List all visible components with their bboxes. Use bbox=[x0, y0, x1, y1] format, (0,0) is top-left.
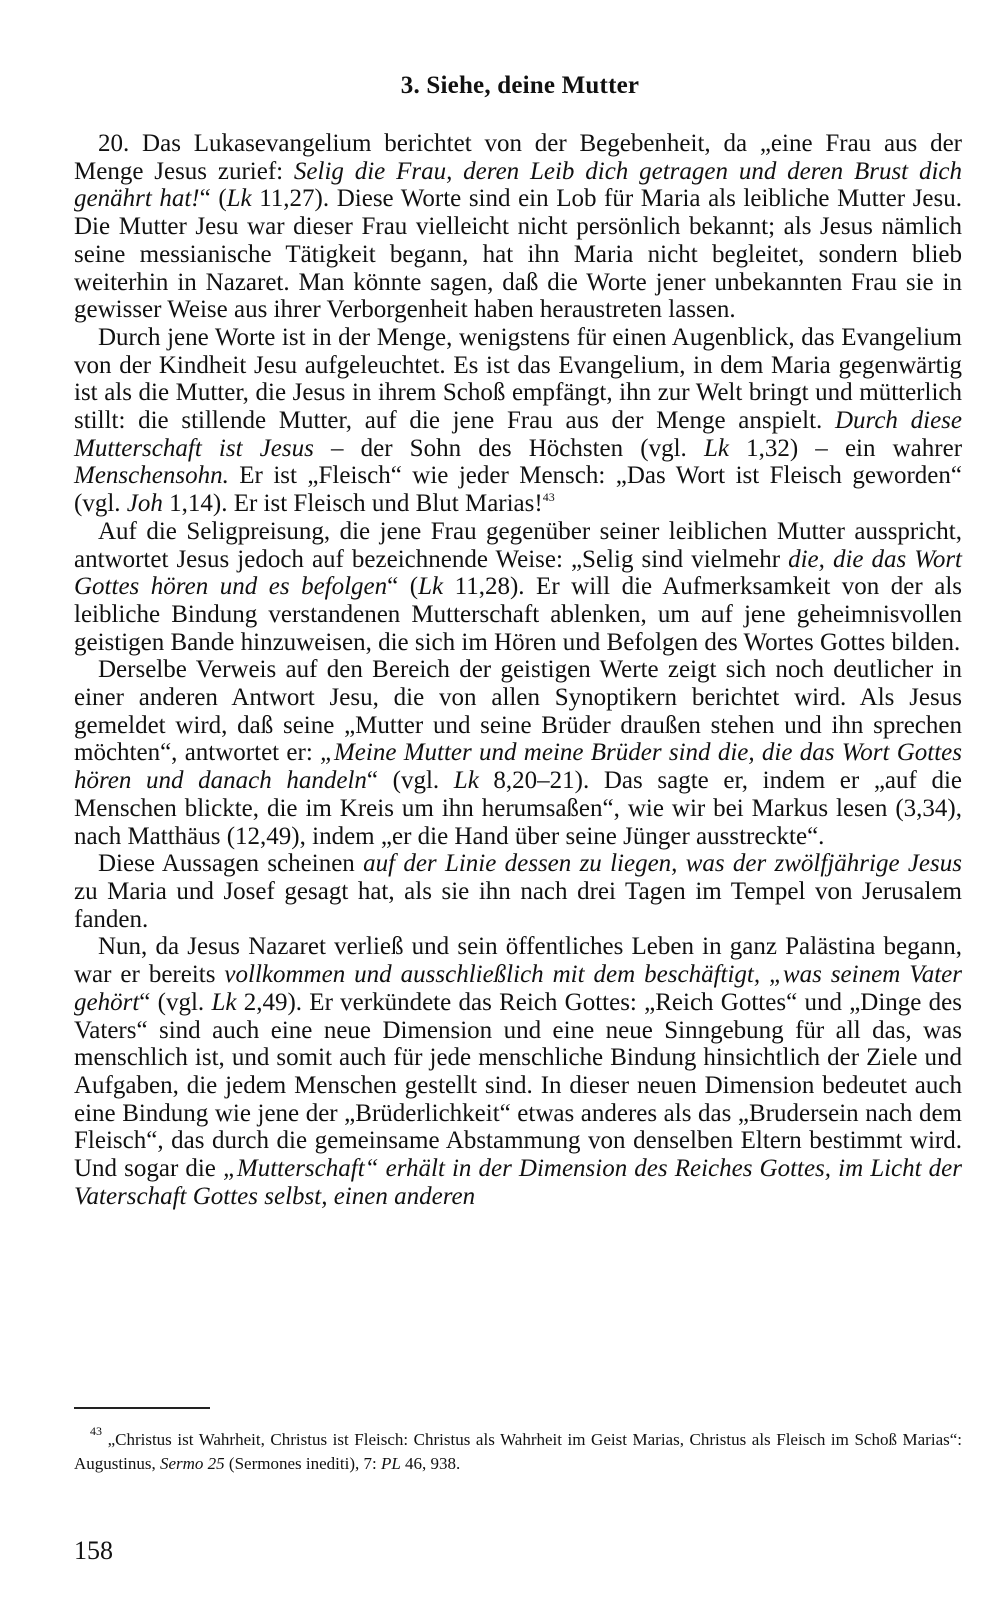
italic-text: Lk bbox=[453, 767, 479, 795]
text-run: Er ist „Fleisch“ wie jeder Mensch: „Das Wort ist Fleisch geworden“ (vgl. bbox=[74, 462, 962, 518]
text-run: 2,49). Er verkündete das Reich Gottes: „Reich Gottes“ und „Dinge des Vaters“ sind auch eine neue Dimension und eine neue Sinngebung für all das, was menschlich ist, und somit auch für jede menschliche Bindung hinsichtlich der Ziele und Aufgaben, die jedem Menschen gestellt sind. In dieser neuen Dimension bedeutet auch eine Bindung wie jene der „Brüderlichkeit“ etwas anderes als das „Brudersein nach dem Fleisch“, das durch die gemeinsame Abstammung von denselben Eltern bestimmt wird. Und sogar die bbox=[74, 988, 962, 1183]
text-run: 1,14). Er ist Fleisch und Blut Marias! bbox=[162, 490, 543, 518]
italic-text: Lk bbox=[418, 573, 444, 601]
italic-text: „Mutterschaft“ erhält in der Dimension des Reiches Gottes, im Licht der Vaterschaft Gottes selbst, einen anderen bbox=[74, 1155, 962, 1210]
paragraph bbox=[74, 518, 962, 657]
text-run: Nun, da Jesus Nazaret verließ und sein öffentliches Leben in ganz Palästina begann, war er bereits bbox=[74, 933, 962, 989]
paragraph bbox=[74, 850, 962, 933]
text-run: Diese Aussagen scheinen bbox=[98, 850, 364, 878]
paragraph bbox=[74, 656, 962, 850]
italic-text: Joh bbox=[126, 490, 163, 518]
text-run: 46, 938. bbox=[400, 1454, 461, 1473]
italic-text: die, die das Wort Gottes hören und es befolgen bbox=[74, 545, 962, 601]
text-run: (Sermones inediti), 7: bbox=[224, 1454, 381, 1473]
text-run: Auf die Seligpreisung, die jene Frau gegenüber seiner leiblichen Mutter ausspricht, antwortet Jesus jedoch auf bezeichnende Weise: „Selig sind vielmehr bbox=[74, 517, 962, 573]
italic-text: Durch diese Mutterschaft ist Jesus bbox=[74, 407, 962, 462]
paragraph bbox=[74, 130, 962, 324]
italic-text: Lk bbox=[211, 988, 237, 1016]
text-run: 11,27). Diese Worte sind ein Lob für Maria als leibliche Mutter Jesu. Die Mutter Jesu war dieser Frau vielleicht nicht persönlich bekannt; als Jesus nämlich seine messianische Tätigkeit begann, hat ihn Maria nicht begleitet, sondern blieb weiterhin in Nazaret. Man könnte sagen, daß die Worte jener unbekannten Frau sie in gewisser Weise aus ihrer Verborgenheit haben heraustreten lassen. bbox=[74, 185, 963, 324]
paragraph bbox=[74, 933, 962, 1210]
text-run: „Christus ist Wahrheit, Christus ist Fleisch: Christus als Wahrheit im Geist Marias, Christus als Fleisch im Schoß Marias“: Augustinus, bbox=[74, 1430, 962, 1473]
text-run: “ ( bbox=[387, 573, 419, 601]
italic-text: Menschensohn. bbox=[74, 462, 229, 490]
italic-text: Lk bbox=[703, 434, 729, 462]
text-run: zu Maria und Josef gesagt hat, als sie ihn nach drei Tagen im Tempel von Jerusalem fanden. bbox=[74, 877, 962, 933]
footnote-reference: 43 bbox=[90, 1424, 102, 1438]
text-run: “ ( bbox=[199, 185, 227, 213]
section-title: 3. Siehe, deine Mutter bbox=[400, 72, 640, 99]
body-text bbox=[74, 130, 962, 1210]
footnote-reference: 43 bbox=[542, 490, 555, 505]
footnote-text bbox=[74, 1424, 962, 1476]
footnote bbox=[74, 1424, 962, 1476]
text-run: “ (vgl. bbox=[139, 988, 212, 1016]
italic-text: vollkommen und ausschließlich mit dem beschäftigt, „was seinem Vater gehört bbox=[74, 961, 962, 1016]
text-run: 1,32) – ein wahrer bbox=[728, 434, 963, 462]
footnote-divider bbox=[74, 1407, 210, 1409]
text-run: Durch jene Worte ist in der Menge, wenigstens für einen Augenblick, das Evangelium von der Kindheit Jesu aufgeleuchtet. Es ist das Evangelium, in dem Maria gegenwärtig ist als die Mutter, die Jesus in ihrem Schoß empfängt, ihn zur Welt bringt und mütterlich stillt: die stillende Mutter, auf die jene Frau aus der Menge anspielt. bbox=[74, 323, 962, 435]
text-run: 11,28). Er will die Aufmerksamkeit von der als leibliche Bindung verstandenen Mutterschaft ablenken, um auf jene geheimnisvollen geistigen Bande hinzuweisen, die sich im Hören und Befolgen des Wortes Gottes bilden. bbox=[74, 573, 963, 656]
italic-text: „Meine Mutter und meine Brüder sind die, die das Wort Gottes hören und danach handeln bbox=[74, 739, 962, 795]
paragraph bbox=[74, 324, 962, 518]
italic-text: PL bbox=[380, 1454, 401, 1473]
text-run: – der Sohn des Höchsten (vgl. bbox=[313, 434, 704, 462]
italic-text: Selig die Frau, deren Leib dich getragen und deren Brust dich genährt hat! bbox=[74, 157, 962, 213]
text-run: “ (vgl. bbox=[366, 767, 454, 795]
text-run: 8,20–21). Das sagte er, indem er „auf die Menschen blickte, die im Kreis um ihn herumsaßen“, wie wir bei Markus lesen (3,34), nach Matthäus (12,49), indem „er die Hand über seine Jünger ausstreckte“. bbox=[74, 767, 962, 850]
text-run: Derselbe Verweis auf den Bereich der geistigen Werte zeigt sich noch deutlicher in einer anderen Antwort Jesu, die von allen Synoptikern berichtet wird. Als Jesus gemeldet wird, daß seine „Mutter und seine Brüder draußen stehen und ihn sprechen möchten“, antwortet er: bbox=[74, 656, 962, 767]
text-run: 20. Das Lukasevangelium berichtet von der Begebenheit, da „eine Frau aus der Menge Jesus zurief: bbox=[74, 130, 962, 185]
page-number: 158 bbox=[74, 1536, 113, 1565]
italic-text: Lk bbox=[226, 185, 252, 213]
italic-text: auf der Linie dessen zu liegen, was der zwölfjährige Jesus bbox=[363, 850, 962, 878]
italic-text: Sermo 25 bbox=[159, 1454, 225, 1473]
